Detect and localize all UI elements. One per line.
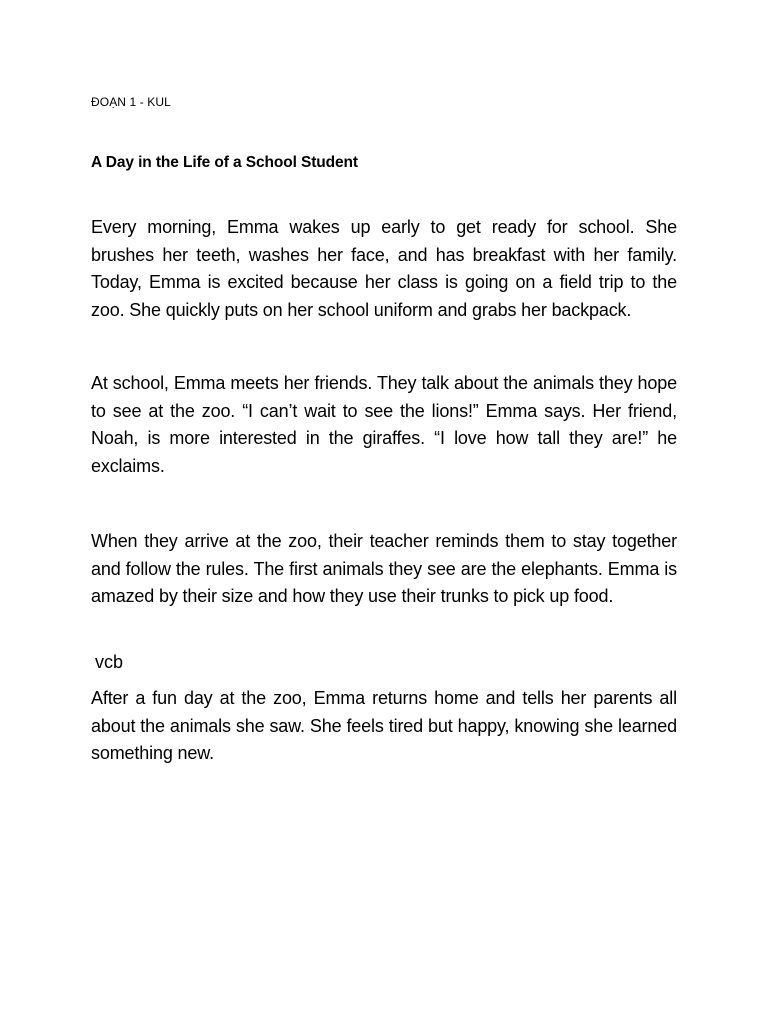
paragraph-home: After a fun day at the zoo, Emma returns home and tells her parents all about the animals she saw. She feels tired but happy, knowing she learned something new. bbox=[91, 688, 677, 763]
section-label: ĐOẠN 1 - KUL bbox=[91, 95, 171, 109]
document-title: A Day in the Life of a School Student bbox=[91, 154, 358, 171]
paragraph-morning: Every morning, Emma wakes up early to get ready for school. She brushes her teeth, washes her face, and has breakfast with her family. Today, Emma is excited because her class is going on a field trip to the zoo. She quickly puts on her school uniform and grabs her backpack. bbox=[91, 217, 677, 320]
paragraph-zoo: When they arrive at the zoo, their teacher reminds them to stay together and follow the rules. The first animals they see are the elephants. Emma is amazed by their size and how they use their trunks to pick up food. bbox=[91, 531, 677, 606]
paragraph-school: At school, Emma meets her friends. They talk about the animals they hope to see at the zoo. “I can’t wait to see the lions!” Emma says. Her friend, Noah, is more interested in the giraffes. “I love how tall they are!” he exclaims. bbox=[91, 373, 677, 476]
document-page bbox=[91, 0, 677, 1024]
stray-text: vcb bbox=[95, 652, 124, 672]
